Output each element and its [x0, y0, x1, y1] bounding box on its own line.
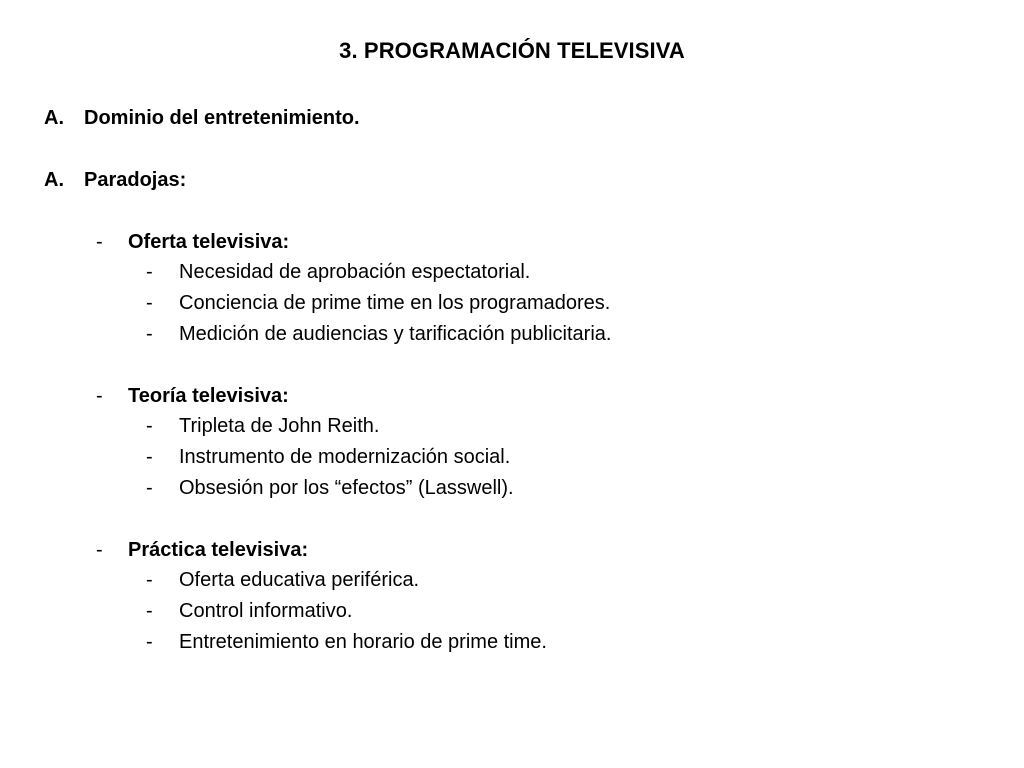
list-marker: A. [44, 107, 64, 129]
dash-marker: - [146, 631, 153, 653]
section-text: Paradojas: [84, 169, 187, 191]
list-item-text: Conciencia de prime time en los programadores. [179, 292, 611, 314]
group-heading-text: Oferta televisiva: [128, 231, 290, 253]
group-heading-text: Práctica televisiva: [128, 539, 309, 561]
list-item-text: Control informativo. [179, 600, 353, 622]
list-item-text: Oferta educativa periférica. [179, 569, 420, 591]
slide-title: 3. PROGRAMACIÓN TELEVISIVA [339, 38, 685, 63]
dash-marker: - [146, 415, 153, 437]
dash-marker: - [146, 323, 153, 345]
list-item-text: Entretenimiento en horario de prime time. [179, 631, 547, 653]
dash-marker: - [96, 385, 103, 407]
list-item-text: Tripleta de John Reith. [179, 415, 380, 437]
dash-marker: - [146, 261, 153, 283]
list-item-text: Obsesión por los “efectos” (Lasswell). [179, 477, 514, 499]
section-text: Dominio del entretenimiento. [84, 107, 360, 129]
list-marker: A. [44, 169, 64, 191]
group-heading-text: Teoría televisiva: [128, 385, 289, 407]
dash-marker: - [96, 231, 103, 253]
dash-marker: - [146, 446, 153, 468]
list-item-text: Medición de audiencias y tarificación publicitaria. [179, 323, 612, 345]
list-item-text: Instrumento de modernización social. [179, 446, 511, 468]
list-item-text: Necesidad de aprobación espectatorial. [179, 261, 531, 283]
dash-marker: - [146, 569, 153, 591]
dash-marker: - [146, 600, 153, 622]
dash-marker: - [146, 477, 153, 499]
dash-marker: - [146, 292, 153, 314]
dash-marker: - [96, 539, 103, 561]
